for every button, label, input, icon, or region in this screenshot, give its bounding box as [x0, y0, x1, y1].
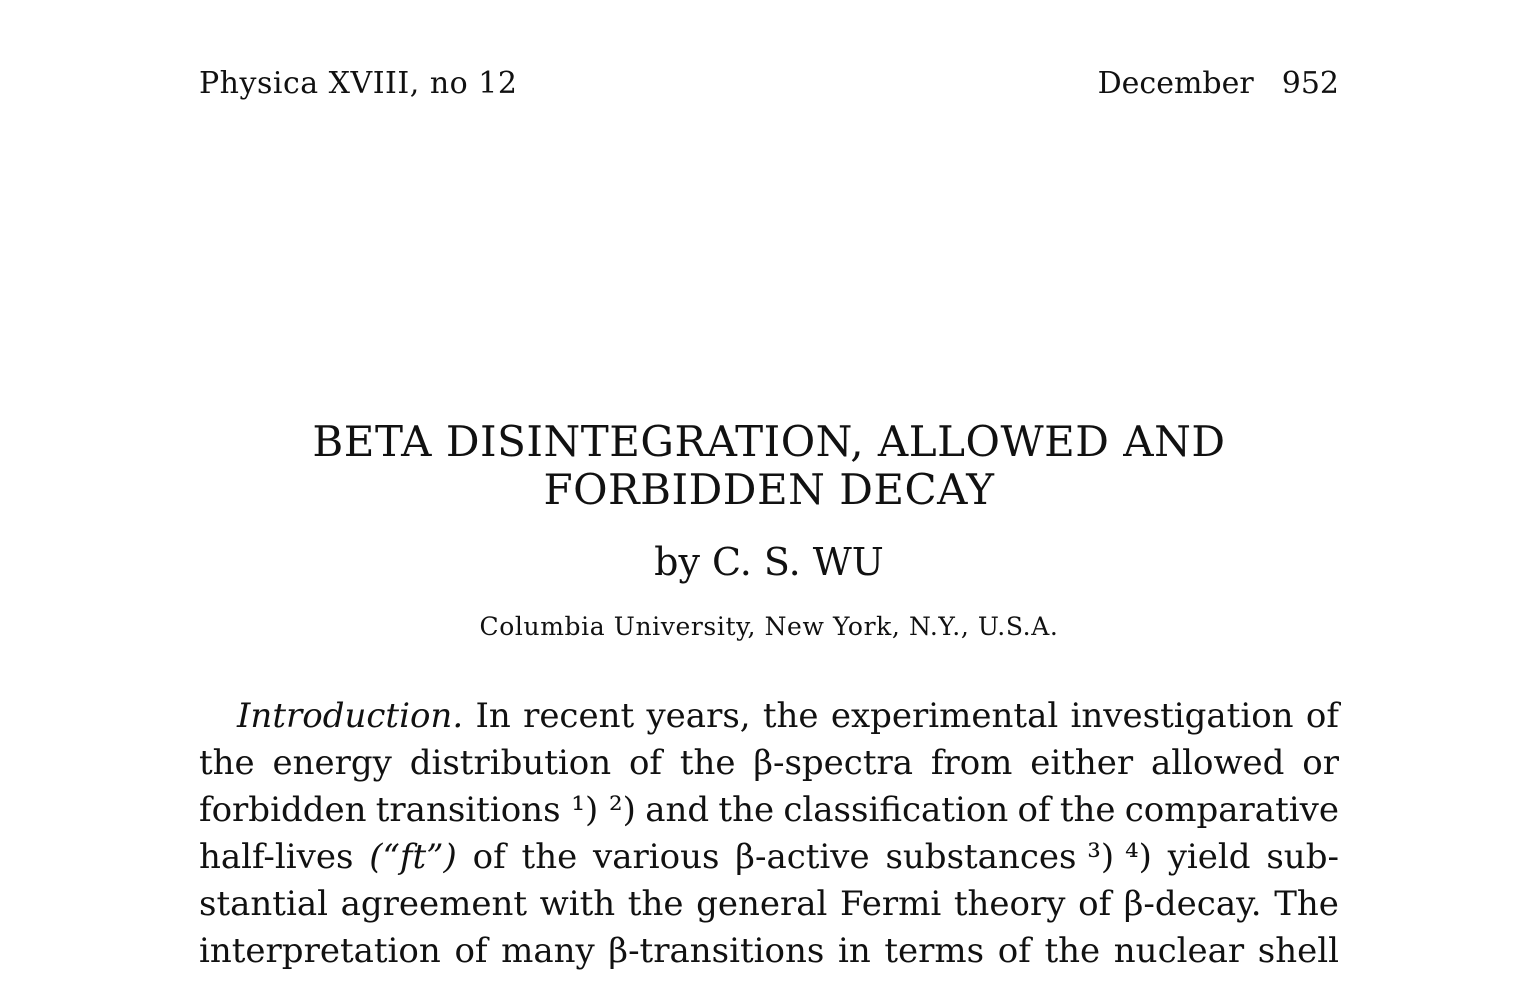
word: nuclear	[1113, 931, 1245, 971]
word: β-decay.	[1123, 884, 1262, 924]
body-paragraph	[199, 693, 1339, 975]
paper-title	[0, 418, 1538, 514]
body-line-3	[199, 787, 1339, 834]
word: investigation	[1070, 696, 1294, 736]
word: interpretation	[199, 931, 441, 971]
body-line-1	[199, 693, 1339, 740]
word: β-transitions	[608, 931, 825, 971]
word: the	[199, 743, 255, 783]
word: distribution	[409, 743, 612, 783]
word: from	[930, 743, 1013, 783]
word: (“ft”)	[369, 837, 457, 877]
word: of	[1078, 884, 1112, 924]
word: forbidden	[199, 790, 367, 830]
word: sub-	[1266, 837, 1339, 877]
word: years,	[646, 696, 751, 736]
word: the	[627, 884, 684, 924]
issue-date	[1098, 66, 1339, 101]
word: classification	[783, 790, 1009, 830]
word: of	[997, 931, 1031, 971]
word: various	[593, 837, 720, 877]
running-header	[199, 66, 1339, 112]
body-line-2	[199, 740, 1339, 787]
word: the	[521, 837, 578, 877]
body-line-6	[199, 928, 1339, 975]
word: experimental	[830, 696, 1059, 736]
word: comparative	[1124, 790, 1339, 830]
word: either	[1030, 743, 1134, 783]
title-line-1: BETA DISINTEGRATION, ALLOWED AND	[312, 417, 1226, 466]
word: shell	[1257, 931, 1339, 971]
word: the	[1059, 790, 1116, 830]
word: the	[762, 696, 819, 736]
issue-month: December	[1097, 66, 1254, 101]
word: or	[1302, 743, 1339, 783]
word: in	[837, 931, 871, 971]
word: Fermi	[840, 884, 942, 924]
word: stantial	[199, 884, 328, 924]
word: with	[539, 884, 616, 924]
word: the	[1044, 931, 1101, 971]
body-line-4	[199, 834, 1339, 881]
author-affiliation: Columbia University, New York, N.Y., U.S.A.	[479, 612, 1059, 641]
author-byline: by C. S. WU	[654, 540, 884, 584]
word: energy	[272, 743, 392, 783]
word: of	[1305, 696, 1339, 736]
word: In	[475, 696, 511, 736]
journal-reference: Physica XVIII, no 12	[199, 66, 518, 101]
word: of	[472, 837, 506, 877]
word: the	[718, 790, 775, 830]
word: agreement	[340, 884, 528, 924]
intro-heading: Introduction.	[237, 696, 464, 736]
word: terms	[884, 931, 985, 971]
word: yield	[1167, 837, 1251, 877]
word: of	[1017, 790, 1051, 830]
word: allowed	[1150, 743, 1285, 783]
title-line-2: FORBIDDEN DECAY	[543, 465, 995, 514]
reference-citation: transitions ¹) ²)	[375, 790, 636, 830]
word: β-active	[735, 837, 870, 877]
issue-year: 952	[1281, 66, 1339, 101]
body-line-5	[199, 881, 1339, 928]
word: recent	[523, 696, 635, 736]
word: The	[1274, 884, 1339, 924]
word: of	[454, 931, 488, 971]
word: of	[628, 743, 663, 783]
word: and	[645, 790, 710, 830]
word: many	[501, 931, 595, 971]
word: the	[679, 743, 736, 783]
word: β-spectra	[753, 743, 914, 783]
reference-citation: substances ³) ⁴)	[885, 837, 1152, 877]
word: theory	[953, 884, 1066, 924]
word: half-lives	[199, 837, 354, 877]
word: general	[696, 884, 828, 924]
